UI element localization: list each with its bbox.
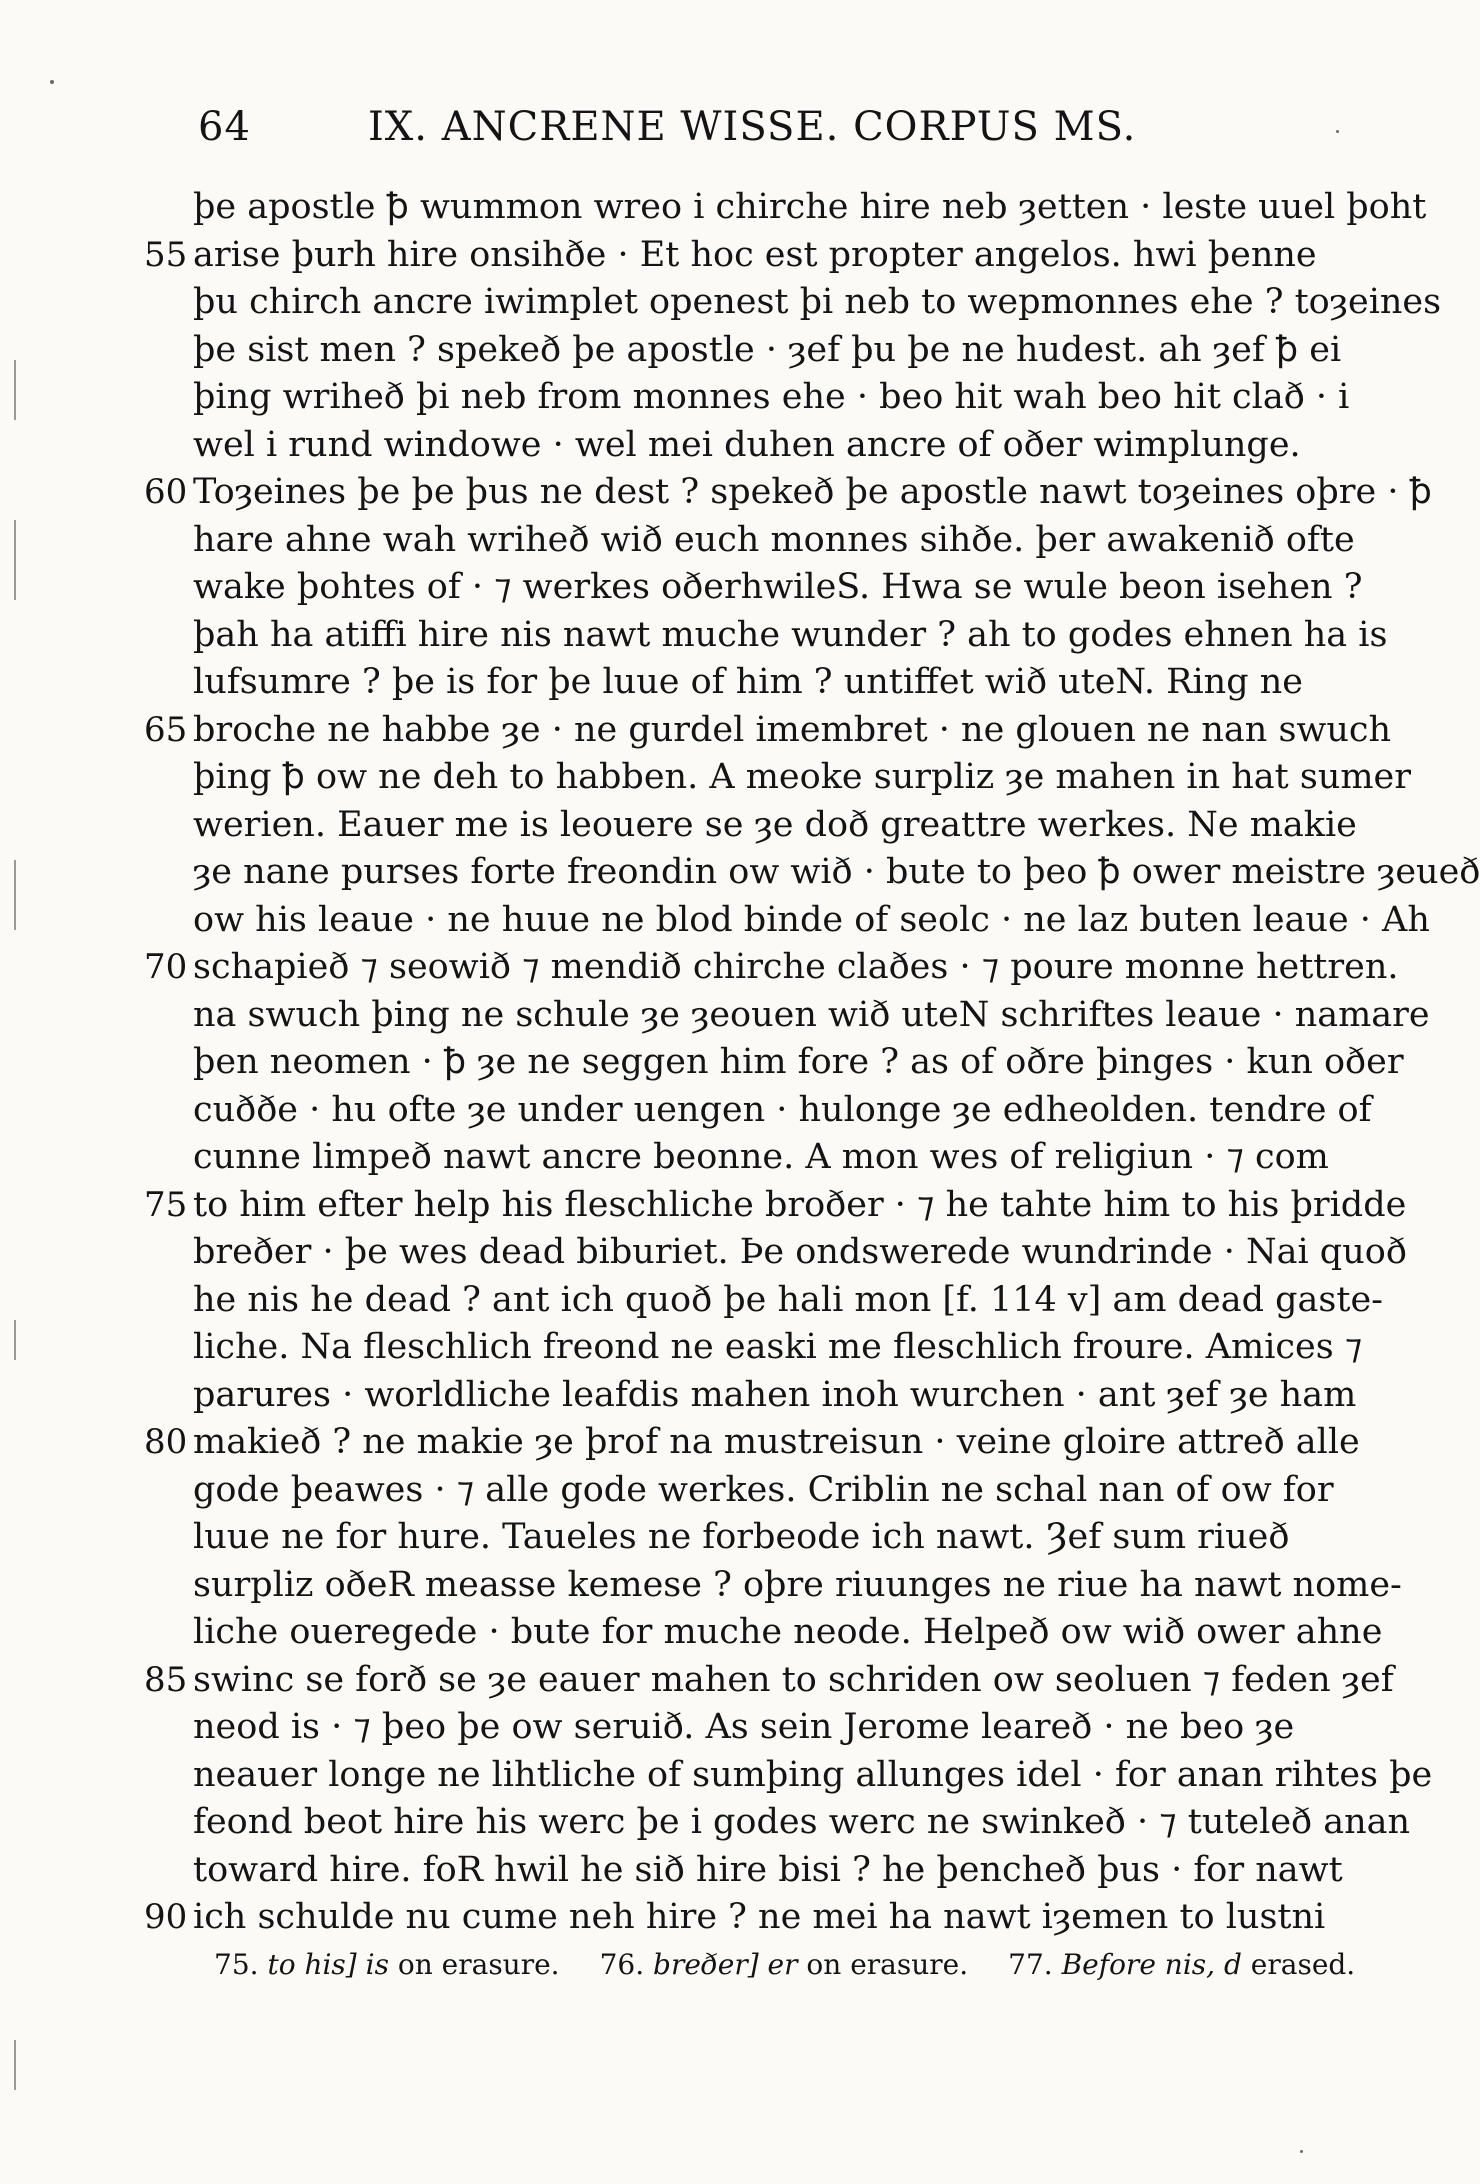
text-line: [0, 1134, 1363, 1182]
footnote-note: erased.: [1250, 1948, 1356, 1981]
text-line: [0, 1657, 1394, 1705]
text-line: [0, 1039, 1404, 1087]
line-text: þah ha atiffi hire nis nawt muche wunder ? ah to godes ehnen ha is: [193, 614, 1388, 655]
line-number: 85: [144, 1659, 188, 1700]
page-number: 64: [198, 104, 251, 150]
text-line: [0, 1562, 1402, 1610]
text-line: [0, 279, 1442, 327]
line-text: breðer · þe wes dead biburiet. Þe ondswerede wundrinde · Nai quoð: [193, 1232, 1407, 1272]
footnote-note-emphasis: er: [767, 1948, 798, 1981]
margin-mark: [14, 2040, 16, 2090]
text-line: [0, 469, 1432, 517]
line-number: 60: [144, 472, 188, 512]
text-line: [0, 1847, 1363, 1895]
margin-mark: [14, 860, 16, 930]
text-line: [0, 564, 1363, 612]
footnote-ref: 76.: [599, 1948, 645, 1981]
text-line: [0, 1277, 1383, 1325]
margin-mark: [14, 1320, 16, 1360]
text-line: [0, 422, 1363, 470]
line-text: lufsumre ? þe is for þe luue of him ? untiffet wið uteN. Ring ne: [193, 662, 1303, 702]
text-line: [0, 1894, 1363, 1942]
footnote-note: on erasure.: [397, 1948, 560, 1981]
text-line: [0, 707, 1392, 755]
scan-speck: [1300, 2150, 1303, 2153]
line-text: þing ꝥ ow ne deh to habben. A meoke surpliz ȝe mahen in hat sumer: [193, 757, 1411, 797]
text-line: [0, 1514, 1363, 1562]
line-text: ow his leaue · ne huue ne blod binde of seolc · ne laz buten leaue · Ah: [193, 899, 1430, 940]
line-text: swinc se forð se ȝe eauer mahen to schriden ow seoluen ⁊ feden ȝef: [193, 1659, 1394, 1700]
text-line: [0, 1467, 1363, 1515]
line-number: 75: [144, 1184, 188, 1225]
line-text: he nis he dead ? ant ich quoð þe hali mon [f. 114 v] am dead gaste-: [193, 1279, 1383, 1320]
text-block: [0, 184, 1480, 1942]
line-number: 80: [144, 1422, 188, 1462]
line-text: toward hire. foR hwil he sið hire bisi ? he þencheð þus · for nawt: [193, 1849, 1343, 1890]
page-header: [198, 104, 1338, 164]
line-text: þing wriheð þi neb from monnes ehe · beo hit wah beo hit clað · i: [193, 377, 1350, 417]
footnote-lemma: Before: [1061, 1948, 1156, 1981]
footnote: [214, 1948, 560, 1981]
text-line: [0, 1704, 1363, 1752]
line-text: schapieð ⁊ seowið ⁊ mendið chirche claðes · ⁊ poure monne hettren.: [193, 947, 1399, 987]
line-text: neod is · ⁊ þeo þe ow seruið. As sein Jerome leareð · ne beo ȝe: [193, 1707, 1295, 1747]
line-text: wel i rund windowe · wel mei duhen ancre of oðer wimplunge.: [193, 424, 1301, 465]
footnotes: [214, 1948, 1356, 1981]
line-text: þu chirch ancre iwimplet openest þi neb to wepmonnes ehe ? toȝeines: [193, 282, 1442, 322]
line-number: 70: [144, 947, 188, 987]
line-text: Toȝeines þe þe þus ne dest ? spekeð þe apostle nawt toȝeines oþre · ꝥ: [193, 472, 1432, 512]
line-text: werien. Eauer me is leouere se ȝe doð greattre werkes. Ne makie: [193, 804, 1357, 845]
margin-mark: [14, 520, 16, 600]
footnote-note-emphasis: nis, d: [1164, 1948, 1242, 1981]
text-line: [0, 659, 1363, 707]
scan-speck: [1336, 130, 1339, 133]
text-line: [0, 1324, 1363, 1372]
line-text: makieð ? ne makie ȝe þrof na mustreisun · veine gloire attreð alle: [193, 1422, 1360, 1462]
line-text: arise þurh hire onsihðe · Et hoc est propter angelos. hwi þenne: [193, 234, 1317, 275]
scan-speck: [50, 80, 54, 84]
line-text: þe apostle ꝥ wummon wreo i chirche hire neb ȝetten · leste uuel þoht: [193, 187, 1427, 227]
line-text: luue ne for hure. Taueles ne forbeode ich nawt. Ȝef sum riueð: [193, 1517, 1290, 1557]
text-line: [0, 1799, 1411, 1847]
footnote-lemma: breðer]: [653, 1948, 759, 1981]
line-text: þe sist men ? spekeð þe apostle · ȝef þu þe ne hudest. ah ȝef ꝥ ei: [193, 329, 1342, 370]
line-text: broche ne habbe ȝe · ne gurdel imembret · ne glouen ne nan swuch: [193, 709, 1392, 750]
text-line: [0, 992, 1430, 1040]
footnote: [600, 1948, 969, 1981]
running-title: IX. ANCRENE WISSE. CORPUS MS.: [368, 104, 1137, 150]
text-line: [0, 517, 1363, 565]
footnote: [1008, 1948, 1355, 1981]
text-line: [0, 802, 1363, 850]
text-line: [0, 612, 1388, 660]
footnote-note: on erasure.: [806, 1948, 969, 1981]
line-text: neauer longe ne lihtliche of sumþing allunges idel · for anan rihtes þe: [193, 1754, 1433, 1795]
line-text: na swuch þing ne schule ȝe ȝeouen wið uteN schriftes leaue · namare: [193, 994, 1430, 1035]
text-line: [0, 1182, 1407, 1230]
text-line: [0, 184, 1427, 232]
line-text: cunne limpeð nawt ancre beonne. A mon wes of religiun · ⁊ com: [193, 1137, 1329, 1177]
text-line: [0, 1609, 1383, 1657]
line-text: ich schulde nu cume neh hire ? ne mei ha nawt iȝemen to lustni: [193, 1897, 1326, 1937]
line-text: liche. Na fleschlich freond ne easki me fleschlich froure. Amices ⁊: [193, 1327, 1363, 1367]
margin-mark: [14, 360, 16, 420]
text-line: [0, 374, 1363, 422]
line-text: hare ahne wah wriheð wið euch monnes sihðe. þer awakenið ofte: [193, 519, 1355, 560]
line-text: parures · worldliche leafdis mahen inoh wurchen · ant ȝef ȝe ham: [193, 1374, 1357, 1415]
footnote-ref: 75.: [214, 1948, 259, 1981]
text-line: [0, 327, 1363, 375]
text-line: [0, 232, 1363, 280]
line-text: þen neomen · ꝥ ȝe ne seggen him fore ? as of oðre þinges · kun oðer: [193, 1042, 1404, 1082]
line-text: liche oueregede · bute for muche neode. Helpeð ow wið ower ahne: [193, 1612, 1383, 1652]
line-number: 90: [144, 1897, 188, 1937]
text-line: [0, 897, 1430, 945]
footnote-lemma: to his]: [267, 1948, 357, 1981]
line-text: gode þeawes · ⁊ alle gode werkes. Criblin ne schal nan of ow for: [193, 1469, 1334, 1510]
text-line: [0, 849, 1480, 897]
line-number: 65: [144, 709, 188, 750]
text-line: [0, 754, 1411, 802]
line-text: cuððe · hu ofte ȝe under uengen · hulonge ȝe edheolden. tendre of: [193, 1089, 1372, 1130]
line-text: ȝe nane purses forte freondin ow wið · bute to þeo ꝥ ower meistre ȝeueð: [193, 852, 1480, 892]
line-text: to him efter help his fleschliche broðer · ⁊ he tahte him to his þridde: [193, 1184, 1407, 1225]
text-line: [0, 1229, 1407, 1277]
line-number: 55: [144, 234, 188, 275]
line-text: surpliz oðeR measse kemese ? oþre riuunges ne riue ha nawt nome-: [193, 1564, 1402, 1605]
line-text: feond beot hire his werc þe i godes werc ne swinkeð · ⁊ tuteleð anan: [193, 1802, 1411, 1842]
text-line: [0, 1372, 1363, 1420]
text-line: [0, 1419, 1363, 1467]
line-text: wake þohtes of · ⁊ werkes oðerhwileS. Hwa se wule beon isehen ?: [193, 567, 1363, 607]
text-line: [0, 1752, 1433, 1800]
text-line: [0, 944, 1399, 992]
text-line: [0, 1087, 1372, 1135]
footnote-note-emphasis: is: [365, 1948, 389, 1981]
footnote-ref: 77.: [1008, 1948, 1053, 1981]
